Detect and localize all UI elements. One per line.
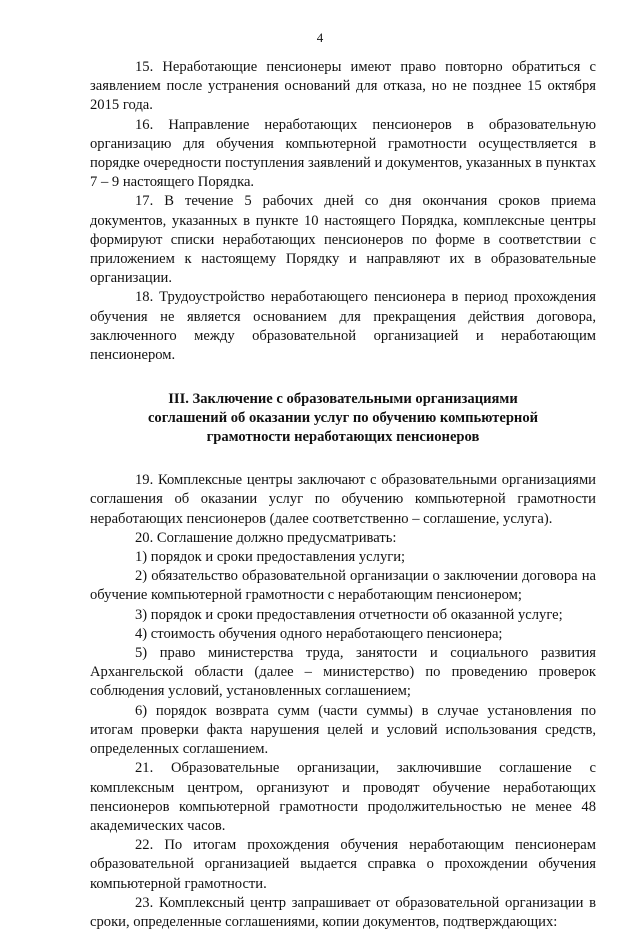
paragraph-20: 20. Соглашение должно предусматривать: [135, 529, 397, 546]
list-item-6: 6) порядок возврата сумм (части суммы) в случае установления по итогам проверки факта нарушения целей и условий использования средств, определенных соглашением. [90, 702, 596, 758]
section-heading-line: грамотности неработающих пенсионеров [206, 429, 480, 446]
list-item-3: 3) порядок и сроки предоставления отчетности об оказанной услуге; [135, 606, 563, 623]
paragraph-17: 17. В течение 5 рабочих дней со дня окончания сроков приема документов, указанных в пункте 10 настоящего Порядка, комплексные центры формируют списки неработающих пенсионеров по форме в соответствии с приложением к настоящему Порядку и направляют их в образовательные организации. [90, 193, 596, 287]
paragraph-21: 21. Образовательные организации, заключившие соглашение с комплексным центром, организуют и проводят обучение неработающих пенсионеров компьютерной грамотности продолжительностью не менее 48 академических часов. [90, 760, 596, 834]
paragraph-19: 19. Комплексные центры заключают с образовательными организациями соглашения об оказании услуг по обучению компьютерной грамотности неработающих пенсионеров (далее соответственно – соглашение, услуга). [90, 472, 596, 527]
paragraph-22: 22. По итогам прохождения обучения неработающим пенсионерам образовательной организацией выдается справка о прохождении обучения компьютерной грамотности. [90, 837, 596, 892]
section-heading-line: III. Заключение с образовательными организациями [168, 391, 518, 408]
list-item-1: 1) порядок и сроки предоставления услуги; [135, 549, 406, 566]
paragraph-15: 15. Неработающие пенсионеры имеют право повторно обратиться с заявлением после устранения оснований для отказа, но не позднее 15 октября 2015 года. [90, 59, 596, 114]
list-item-5: 5) право министерства труда, занятости и социального развития Архангельской области (далее – министерство) по проведению проверок соблюдения условий, установленных соглашением; [90, 645, 596, 700]
page-number: 4 [316, 30, 324, 45]
paragraph-16: 16. Направление неработающих пенсионеров в образовательную организацию для обучения компьютерной грамотности осуществляется в порядке очередности поступления заявлений и документов, указанных в пунктах 7 – 9 настоящего Порядка. [90, 116, 596, 191]
section-heading [90, 390, 596, 447]
paragraph-23: 23. Комплексный центр запрашивает от образовательной организации в сроки, определенные соглашениями, копии документов, подтверждающих: [90, 894, 596, 930]
list-item-2: 2) обязательство образовательной организации о заключении договора на обучение компьютерной грамотности с неработающим пенсионером; [90, 568, 596, 604]
section-heading-line: соглашений об оказании услуг по обучению компьютерной [147, 410, 539, 427]
list-item-4: 4) стоимость обучения одного неработающего пенсионера; [135, 625, 503, 642]
paragraph-18: 18. Трудоустройство неработающего пенсионера в период прохождения обучения не является основанием для прекращения действия договора, заключенного между образовательной организацией и неработающим пенсионером. [90, 289, 596, 364]
document-body [90, 58, 596, 932]
